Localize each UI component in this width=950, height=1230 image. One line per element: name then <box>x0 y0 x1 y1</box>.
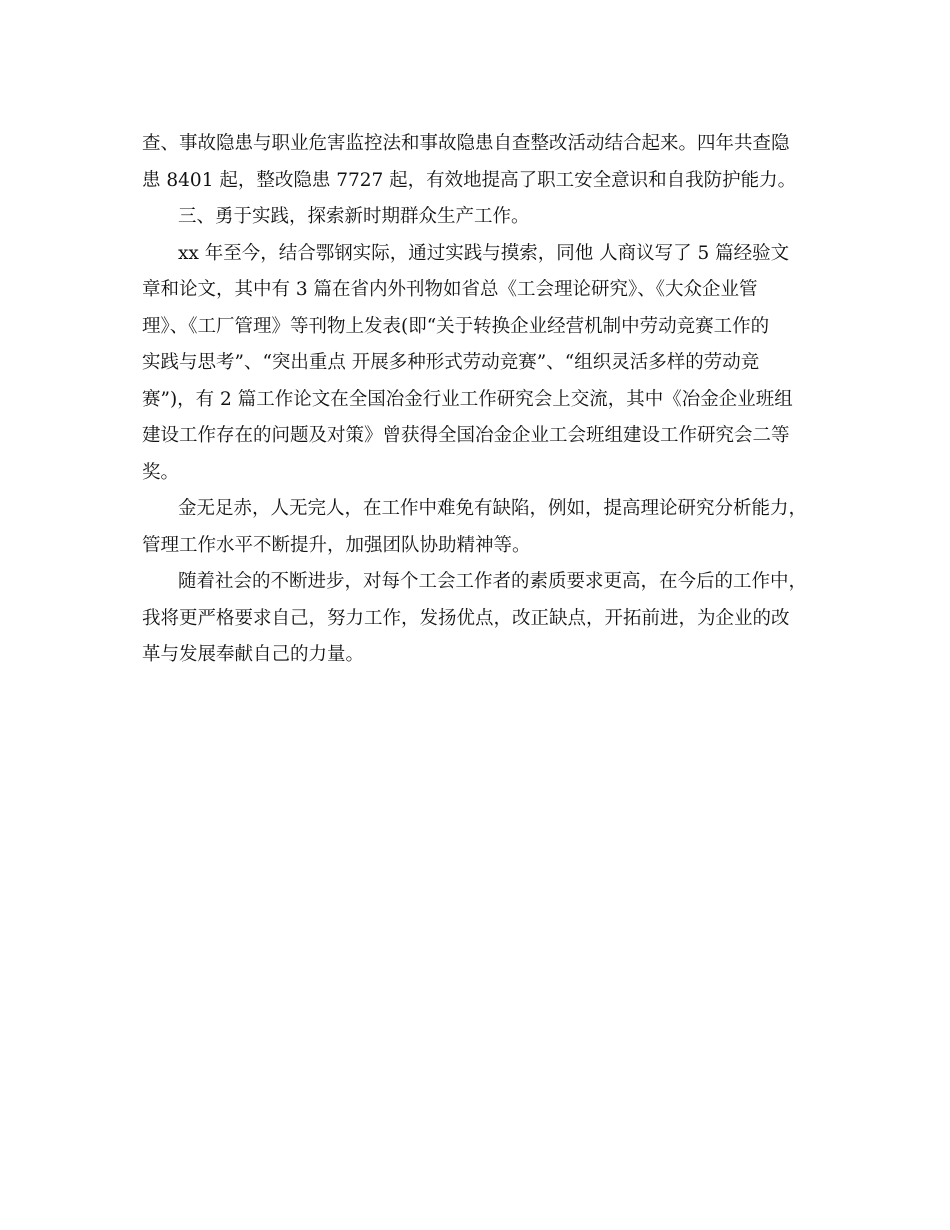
text-line: 奖。 <box>142 461 180 483</box>
text-line: 查、事故隐患与职业危害监控法和事故隐患自查整改活动结合起来。四年共查隐 <box>142 133 790 154</box>
text-line: 章和论文，其中有 3 篇在省内外刊物如省总《工会理论研究》、《大众企业管 <box>142 279 758 300</box>
text-line: 理》、《工厂管理》等刊物上发表(即“关于转换企业经营机制中劳动竞赛工作的 <box>142 315 770 337</box>
text-line: 管理工作水平不断提升，加强团队协助精神等。 <box>142 534 531 556</box>
document-body <box>142 126 812 674</box>
text-line: 我将更严格要求自己，努力工作，发扬优点，改正缺点，开拓前进，为企业的改 <box>142 607 790 629</box>
text-line: 赛”)，有 2 篇工作论文在全国冶金行业工作研究会上交流，其中《冶金企业班组 <box>142 388 793 410</box>
text-line: 金无足赤，人无完人，在工作中难免有缺陷，例如，提高理论研究分析能力， <box>178 498 808 519</box>
text-line: 随着社会的不断进步，对每个工会工作者的素质要求更高，在今后的工作中， <box>178 571 808 592</box>
text-line: 实践与思考”、“突出重点 开展多种形式劳动竞赛”、“组织灵活多样的劳动竞 <box>142 352 760 373</box>
section-heading: 三、勇于实践，探索新时期群众生产工作。 <box>178 206 530 227</box>
text-line: 建设工作存在的问题及对策》曾获得全国冶金企业工会班组建设工作研究会二等 <box>142 425 790 446</box>
text-line: 患 8401 起，整改隐患 7727 起，有效地提高了职工安全意识和自我防护能力。 <box>142 169 797 191</box>
text-line: xx 年至今，结合鄂钢实际，通过实践与摸索，同他 人商议写了 5 篇经验文 <box>178 242 790 264</box>
text-line: 革与发展奉献自己的力量。 <box>142 644 365 665</box>
